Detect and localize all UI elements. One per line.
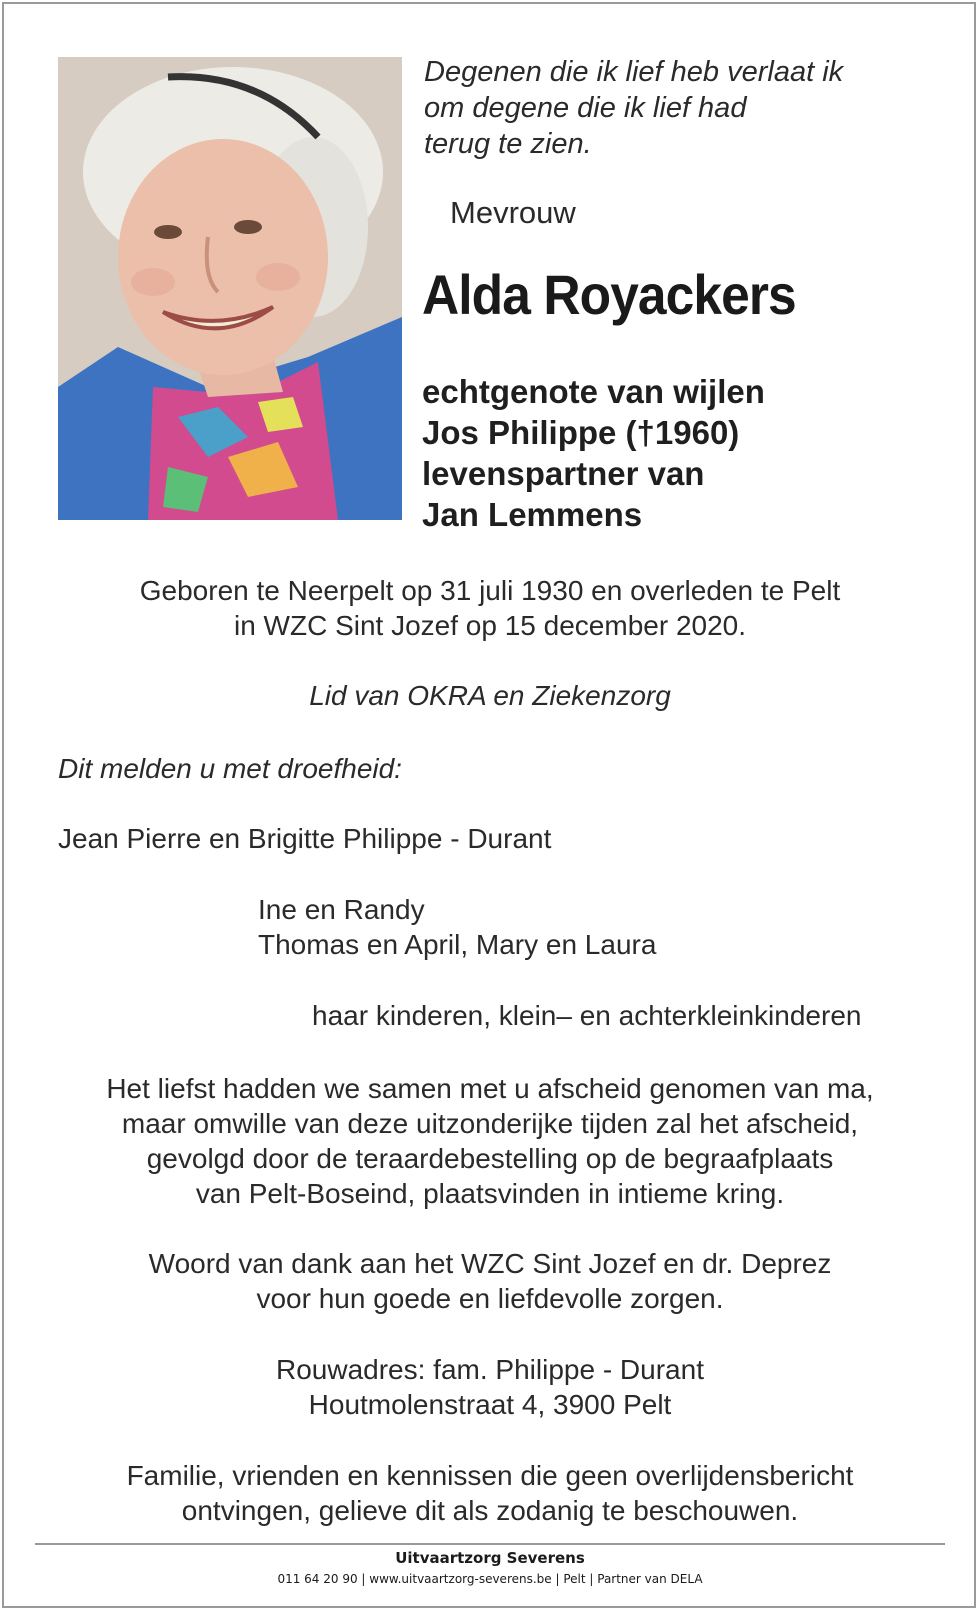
farewell-line: Het liefst hadden we samen met u afscheid genomen van ma,: [106, 1073, 874, 1104]
membership-line: Lid van OKRA en Ziekenzorg: [309, 680, 671, 711]
footer-company: Uitvaartzorg Severens: [395, 1549, 585, 1567]
grandchildren-names: [258, 892, 656, 962]
salutation: Mevrouw: [450, 195, 576, 230]
thanks-line: voor hun goede en liefdevolle zorgen.: [256, 1283, 724, 1314]
birth-death-text: [40, 573, 940, 643]
address-text: [40, 1352, 940, 1422]
grandchildren-line: Ine en Randy: [258, 894, 425, 925]
notice-line: ontvingen, gelieve dit als zodanig te beschouwen.: [181, 1495, 799, 1526]
notice-text: [40, 1458, 940, 1528]
deceased-name: Alda Royackers: [422, 263, 796, 326]
farewell-line: van Pelt-Boseind, plaatsvinden in intieme kring.: [195, 1178, 785, 1209]
relation-line: Jos Philippe (†1960): [422, 414, 740, 451]
quote: [424, 54, 843, 162]
relation-line: levenspartner van: [422, 455, 705, 492]
birth-death-line: Geboren te Neerpelt op 31 juli 1930 en overleden te Pelt: [139, 575, 841, 606]
portrait-photo-icon: [58, 57, 402, 520]
relation-line: Jan Lemmens: [422, 496, 643, 533]
notice-line: Familie, vrienden en kennissen die geen overlijdensbericht: [126, 1460, 854, 1491]
membership: [40, 678, 940, 713]
relation-line: echtgenote van wijlen: [422, 373, 765, 410]
footer-info: 011 64 20 90 | www.uitvaartzorg-severens.be | Pelt | Partner van DELA: [277, 1572, 703, 1586]
birth-death-line: in WZC Sint Jozef op 15 december 2020.: [233, 610, 747, 641]
portrait-photo: [58, 57, 402, 520]
address-line: Rouwadres: fam. Philippe - Durant: [276, 1354, 704, 1385]
announcement-intro: Dit melden u met droefheid:: [58, 753, 402, 784]
footer-divider: [35, 1543, 945, 1545]
farewell-line: maar omwille van deze uitzonderijke tijden zal het afscheid,: [121, 1108, 859, 1139]
farewell-text: [40, 1071, 940, 1211]
quote-line: Degenen die ik lief heb verlaat ik: [424, 56, 844, 88]
children-names: Jean Pierre en Brigitte Philippe - Durant: [58, 823, 552, 854]
quote-line: terug te zien.: [424, 128, 592, 160]
thanks-line: Woord van dank aan het WZC Sint Jozef en dr. Deprez: [148, 1248, 832, 1279]
relations: [422, 371, 765, 535]
farewell-line: gevolgd door de teraardebestelling op de begraafplaats: [146, 1143, 834, 1174]
thanks-text: [40, 1246, 940, 1316]
grandchildren-line: Thomas en April, Mary en Laura: [258, 929, 657, 960]
quote-line: om degene die ik lief had: [424, 92, 747, 124]
family-summary: haar kinderen, klein– en achterkleinkinderen: [312, 1000, 862, 1031]
address-line: Houtmolenstraat 4, 3900 Pelt: [308, 1389, 672, 1420]
